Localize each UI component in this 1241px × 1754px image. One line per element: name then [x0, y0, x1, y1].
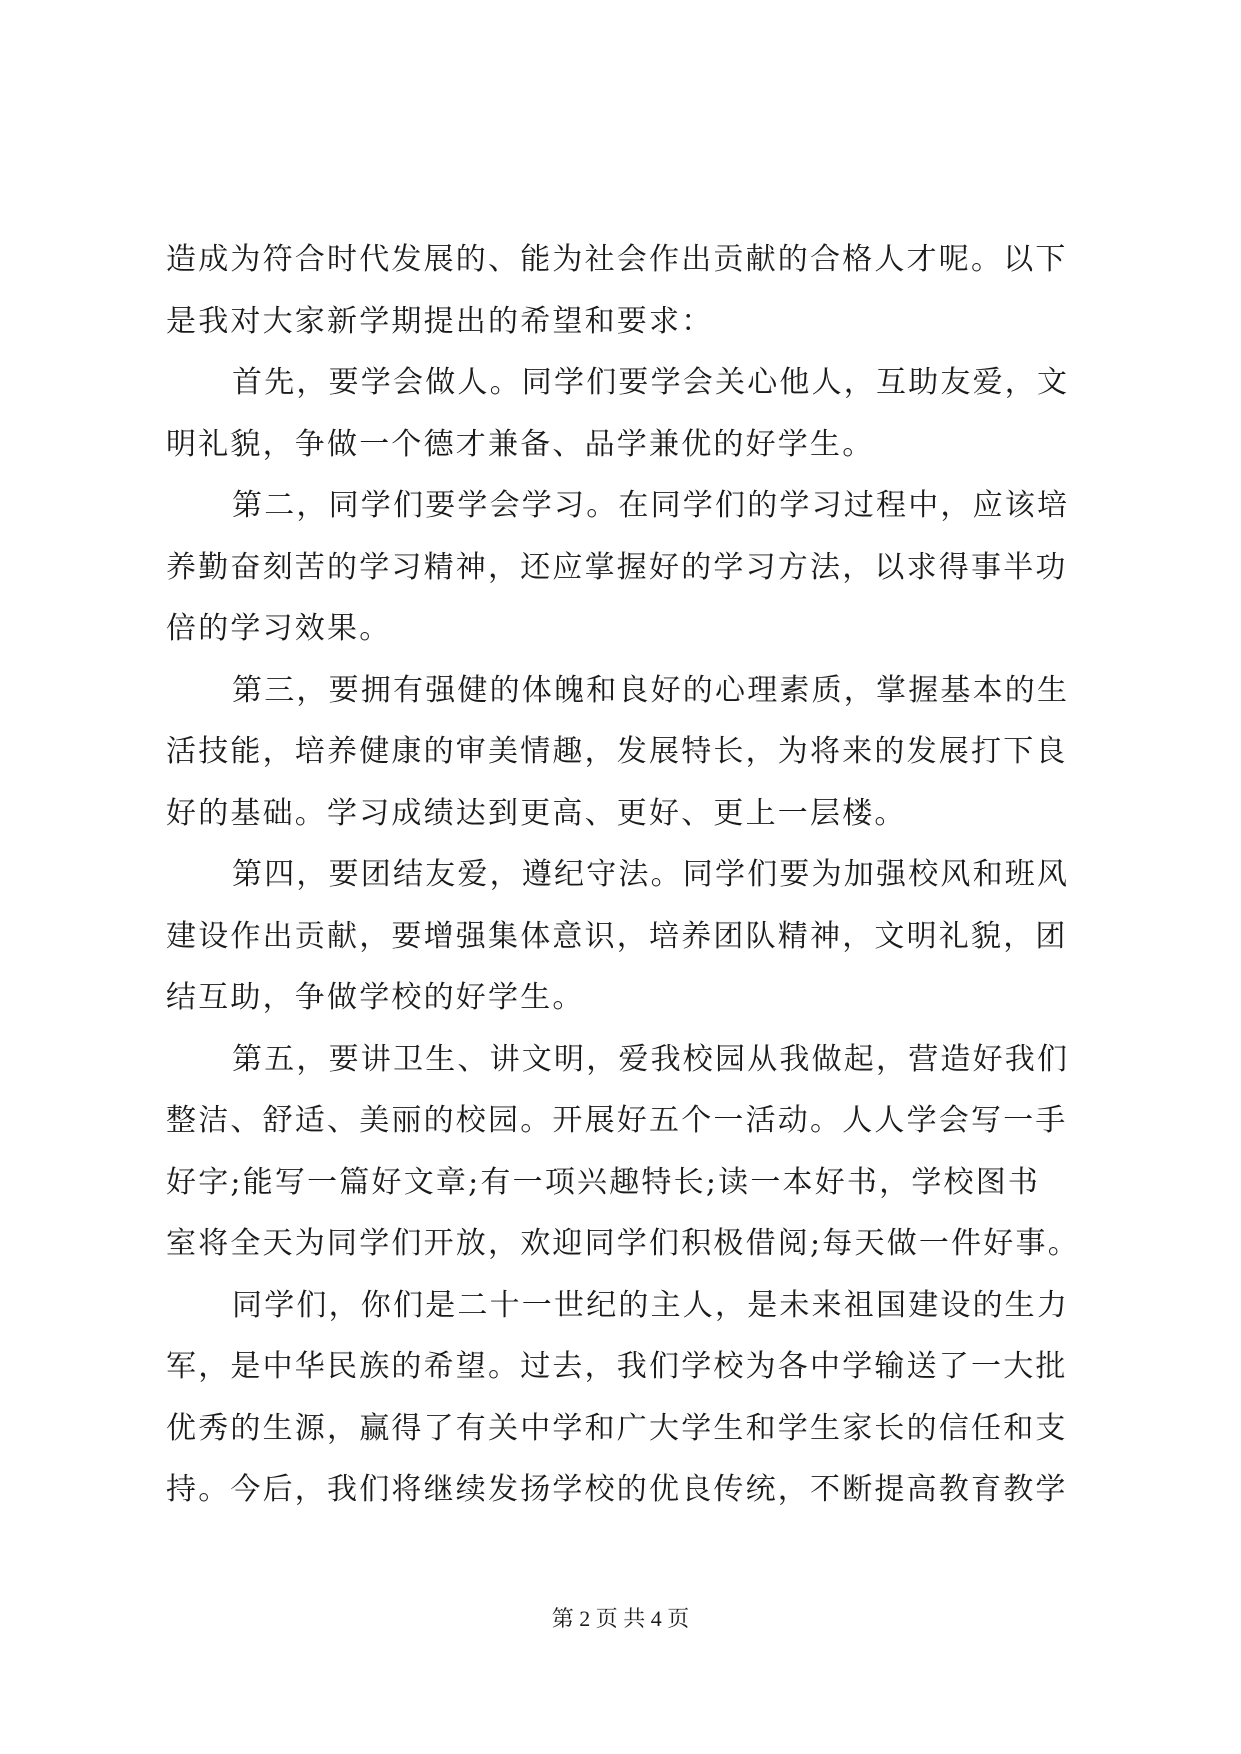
text-line: 建设作出贡献，要增强集体意识，培养团队精神，文明礼貌，团 [166, 918, 1068, 954]
text-line: 养勤奋刻苦的学习精神，还应掌握好的学习方法，以求得事半功 [166, 549, 1068, 585]
text-line: 结互助，争做学校的好学生。 [166, 980, 585, 1015]
text-line: 同学们，你们是二十一世纪的主人，是未来祖国建设的生力 [232, 1287, 1070, 1323]
text-line: 活技能，培养健康的审美情趣，发展特长，为将来的发展打下良 [166, 734, 1068, 769]
text-line: 第三，要拥有强健的体魄和良好的心理素质，掌握基本的生 [232, 672, 1070, 708]
text-line: 军，是中华民族的希望。过去，我们学校为各中学输送了一大批 [166, 1349, 1068, 1384]
text-line: 造成为符合时代发展的、能为社会作出贡献的合格人才呢。以下 [166, 242, 1068, 277]
text-line: 倍的学习效果。 [166, 611, 392, 646]
text-line: 第五，要讲卫生、讲文明，爱我校园从我做起，营造好我们 [232, 1041, 1070, 1077]
text-line: 明礼貌，争做一个德才兼备、品学兼优的好学生。 [166, 426, 875, 462]
text-line: 好的基础。学习成绩达到更高、更好、更上一层楼。 [166, 795, 907, 831]
text-line: 是我对大家新学期提出的希望和要求： [166, 303, 714, 339]
text-line: 好字;能写一篇好文章;有一项兴趣特长;读一本好书，学校图书 [166, 1164, 1041, 1200]
page-footer: 第 2 页 共 4 页 [551, 1606, 690, 1631]
text-line: 优秀的生源，赢得了有关中学和广大学生和学生家长的信任和支 [166, 1410, 1068, 1446]
text-line: 持。今后，我们将继续发扬学校的优良传统，不断提高教育教学 [166, 1472, 1068, 1507]
text-line: 第二，同学们要学会学习。在同学们的学习过程中，应该培 [232, 488, 1070, 523]
text-line: 整洁、舒适、美丽的校园。开展好五个一活动。人人学会写一手 [166, 1103, 1068, 1138]
text-line: 第四，要团结友爱，遵纪守法。同学们要为加强校风和班风 [232, 857, 1070, 892]
document-body [166, 229, 1090, 1521]
text-line: 首先，要学会做人。同学们要学会关心他人，互助友爱，文 [232, 365, 1070, 400]
text-line: 室将全天为同学们开放，欢迎同学们积极借阅;每天做一件好事。 [166, 1226, 1080, 1261]
